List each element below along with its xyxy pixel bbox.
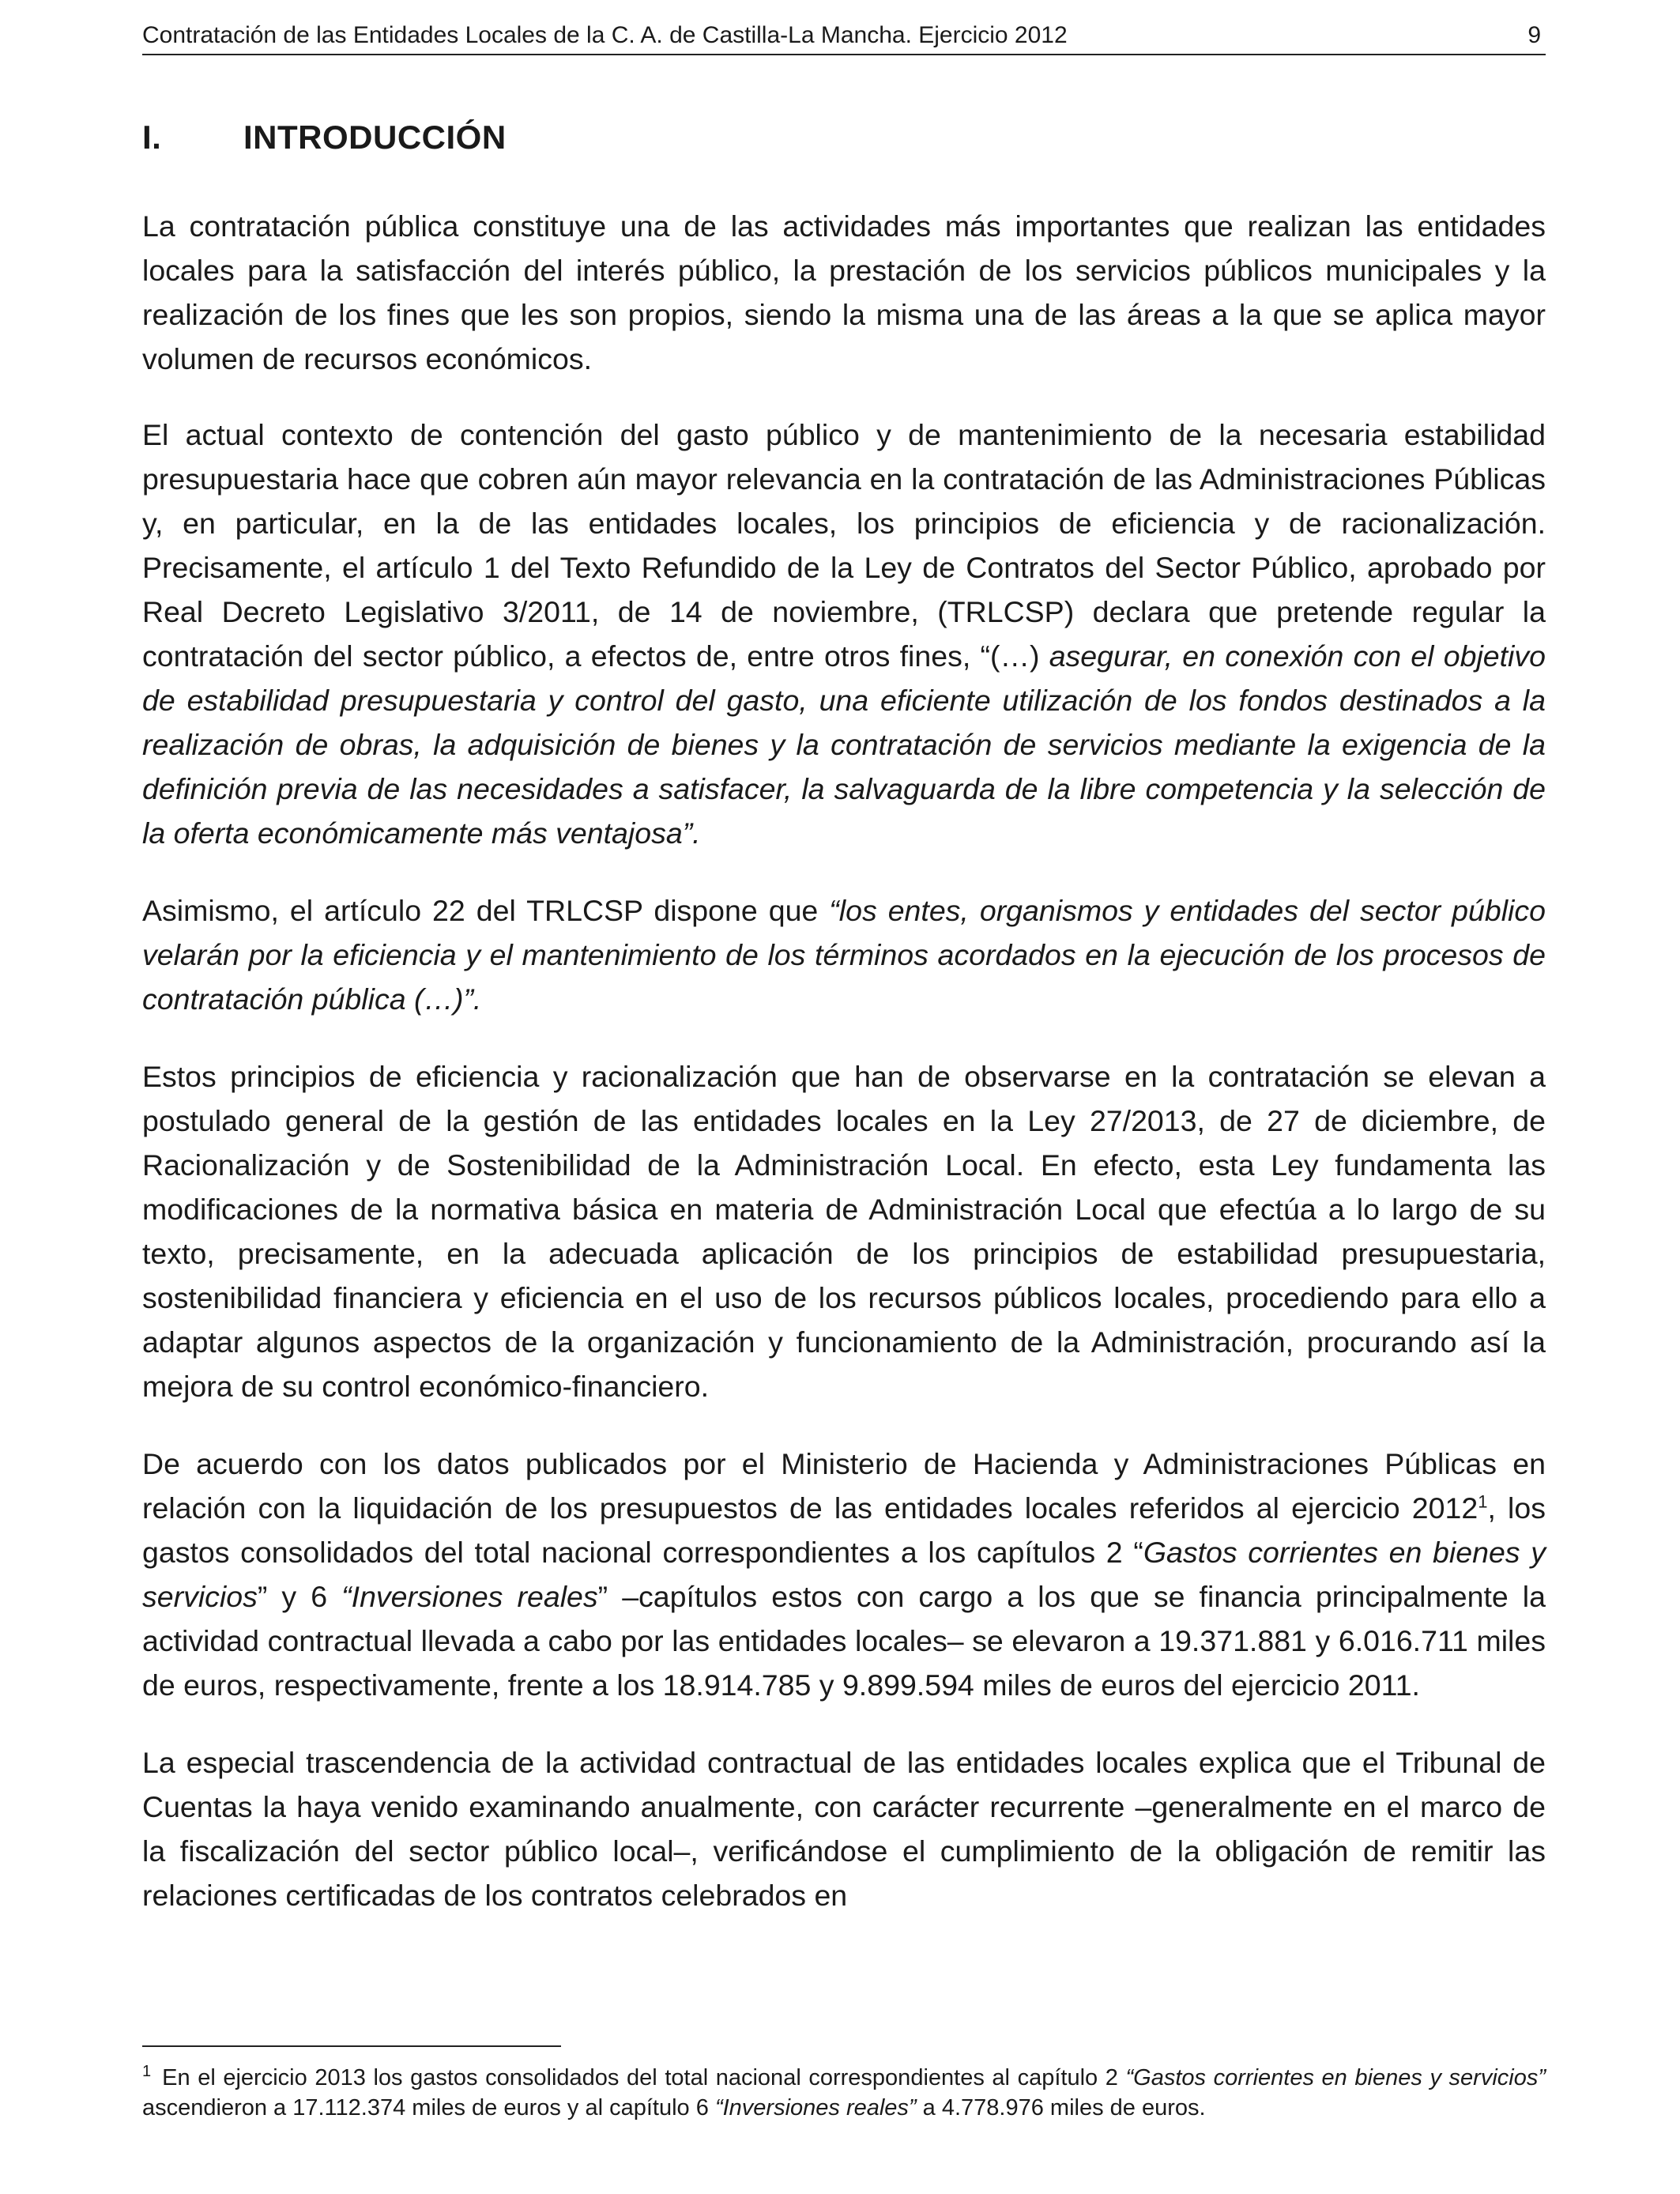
section-title: INTRODUCCIÓN (243, 119, 507, 156)
footnote-italic-2: “Inversiones reales” (714, 2095, 917, 2120)
footnote-text-b: ascendieron a 17.112.374 miles de euros y al capítulo 6 (142, 2095, 715, 2120)
header-title: Contratación de las Entidades Locales de la C. A. de Castilla-La Mancha. Ejercicio 2012 (142, 22, 1068, 48)
paragraph-5-text-b: , los gastos consolidados del total nacional correspondientes a los capítulos 2 “ (142, 1491, 1546, 1569)
paragraph-5-text-a: De acuerdo con los datos publicados por el Ministerio de Hacienda y Administraciones Públicas en relación con la liquidación de los presupuestos de las entidades locales referidos al ejercicio 2012 (142, 1447, 1546, 1525)
paragraph-5 (142, 1442, 1546, 1707)
paragraph-5-text-c: ” y 6 (257, 1580, 342, 1613)
page-header (142, 17, 1546, 55)
footnote-italic-1: “Gastos corrientes en bienes y servicios” (1125, 2065, 1546, 2090)
paragraph-3-quote: “los entes, organismos y entidades del sector público velarán por la eficiencia y el mantenimiento de los términos acordados en la ejecución de los procesos de contratación pública (…)”. (142, 894, 1546, 1016)
footnote (142, 2063, 1546, 2123)
paragraph-6: La especial trascendencia de la actividad contractual de las entidades locales explica que el Tribunal de Cuentas la haya venido examinando anualmente, con carácter recurrente –generalmente en el marco de la fiscalización del sector público local–, verificándose el cumplimiento de la obligación de remitir las relaciones certificadas de los contratos celebrados en (142, 1746, 1546, 1912)
paragraph-3 (142, 888, 1546, 1021)
body-text (142, 204, 1546, 1951)
footnote-text-c: a 4.778.976 miles de euros. (916, 2095, 1206, 2120)
paragraph-1: La contratación pública constituye una de las actividades más importantes que realizan las entidades locales para la satisfacción del interés público, la prestación de los servicios públicos municipales y la realización de los fines que les son propios, siendo la misma una de las áreas a la que se aplica mayor volumen de recursos económicos. (142, 209, 1546, 375)
section-heading (142, 119, 507, 156)
footnote-text-a: En el ejercicio 2013 los gastos consolidados del total nacional correspondientes al capítulo 2 (162, 2065, 1126, 2090)
paragraph-2 (142, 413, 1546, 855)
paragraph-4: Estos principios de eficiencia y racionalización que han de observarse en la contratación se elevan a postulado general de la gestión de las entidades locales en la Ley 27/2013, de 27 de diciembre, de Racionalización y de Sostenibilidad de la Administración Local. En efecto, esta Ley fundamenta las modificaciones de la normativa básica en materia de Administración Local que efectúa a lo largo de su texto, precisamente, en la adecuada aplicación de los principios de estabilidad presupuestaria, sostenibilidad financiera y eficiencia en el uso de los recursos públicos locales, procediendo para ello a adaptar algunos aspectos de la organización y funcionamiento de la Administración, procurando así la mejora de su control económico-financiero. (142, 1060, 1546, 1403)
section-number: I. (142, 119, 162, 156)
page-number: 9 (1527, 22, 1541, 48)
footnote-divider (142, 2045, 561, 2047)
paragraph-5-text-d: ” –capítulos estos con cargo a los que se financia principalmente la actividad contractual llevada a cabo por las entidades locales– se elevaron a 19.371.881 y 6.016.711 miles de euros, respectivamente, frente a los 18.914.785 y 9.899.594 miles de euros del ejercicio 2011. (142, 1580, 1546, 1702)
footnote-reference[interactable]: 1 (1478, 1491, 1488, 1512)
paragraph-5-italic-2: “Inversiones reales (341, 1580, 598, 1613)
paragraph-5-italic-1: Gastos corrientes en bienes y servicios (142, 1536, 1546, 1613)
paragraph-2-text: El actual contexto de contención del gasto público y de mantenimiento de la necesaria estabilidad presupuestaria hace que cobren aún mayor relevancia en la contratación de las Administraciones Públicas y, en particular, en la de las entidades locales, los principios de eficiencia y de racionalización. Precisamente, el artículo 1 del Texto Refundido de la Ley de Contratos del Sector Público, aprobado por Real Decreto Legislativo 3/2011, de 14 de noviembre, (TRLCSP) declara que pretende regular la contratación del sector público, a efectos de, entre otros fines, “(…) (142, 418, 1546, 673)
paragraph-3-text: Asimismo, el artículo 22 del TRLCSP dispone que (142, 894, 830, 927)
paragraph-2-quote: asegurar, en conexión con el objetivo de estabilidad presupuestaria y control del gasto, una eficiente utilización de los fondos destinados a la realización de obras, la adquisición de bienes y la contratación de servicios mediante la exigencia de la definición previa de las necesidades a satisfacer, la salvaguarda de la libre competencia y la selección de la oferta económicamente más ventajosa”. (142, 639, 1546, 850)
footnote-mark: 1 (142, 2063, 152, 2081)
